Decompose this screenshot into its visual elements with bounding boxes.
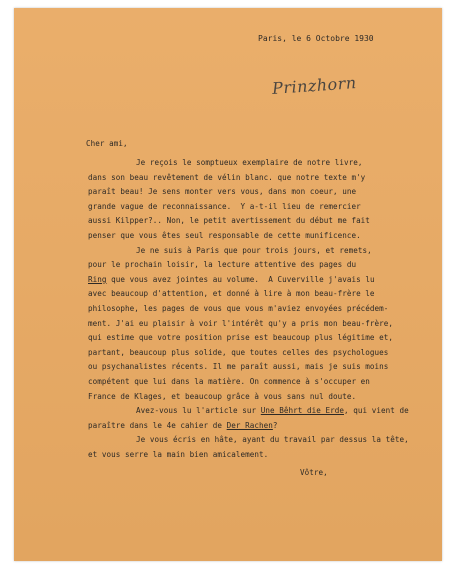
- closing: Vôtre,: [300, 467, 328, 477]
- line-text: ou psychanalistes récents. Il me paraît aussi, mais je suis moins: [88, 362, 389, 372]
- body-line: [136, 158, 362, 167]
- body-line: [88, 377, 370, 386]
- body-line: [88, 450, 268, 459]
- line-text: grande vague de reconnaissance. Y a-t-il lieu de remercier: [88, 201, 361, 211]
- body-line: [88, 289, 375, 298]
- line-text: paraît beau! Je sens monter vers vous, dans mon coeur, une: [88, 187, 357, 197]
- body-line: [88, 202, 361, 211]
- line-text: Je reçois le somptueux exemplaire de notre livre,: [136, 158, 363, 167]
- line-text: dans son beau revêtement de vélin blanc. que notre texte m'y: [88, 172, 366, 182]
- line-text: pour le prochain loisir, la lecture attentive des pages du: [88, 260, 357, 270]
- body-line: [88, 260, 356, 269]
- letter-page: [14, 8, 442, 561]
- line-text: philosophe, les pages de vous que vous m'aviez envoyées précédem-: [88, 304, 389, 313]
- body-line: [88, 304, 388, 313]
- letter-date: Paris, le 6 Octobre 1930: [258, 34, 374, 43]
- body-line: [88, 216, 370, 225]
- body-line: [88, 187, 356, 196]
- line-text: et vous serre la main bien amicalement.: [88, 450, 269, 459]
- line-text: Avez-vous lu l'article sur: [136, 406, 261, 416]
- line-text: ?: [272, 420, 278, 430]
- line-text: paraître dans le 4e cahier de: [88, 420, 227, 430]
- line-text: , qui vient de: [344, 406, 409, 416]
- body-line: [88, 231, 361, 240]
- body-line: [88, 275, 375, 284]
- line-text: qui estime que votre position prise est beaucoup plus légitime et,: [88, 333, 394, 343]
- line-text: ment. J'ai eu plaisir à voir l'intérêt qu'y a pris mon beau-frère,: [88, 318, 394, 328]
- body-line: [136, 435, 409, 444]
- body-line: [136, 246, 372, 255]
- line-text: compétent que lui dans la matière. On commence à s'occuper en: [88, 377, 370, 386]
- line-text: penser que vous êtes seul responsable de cette munificence.: [88, 231, 361, 240]
- body-line: [88, 333, 393, 342]
- body-line: [88, 173, 365, 182]
- salutation: Cher ami,: [86, 139, 128, 148]
- line-text: que vous avez jointes au volume. A Cuverville j'avais lu: [106, 274, 375, 284]
- body-line: [88, 421, 278, 430]
- line-text: Je vous écris en hâte, ayant du travail par dessus la tête,: [136, 435, 409, 445]
- line-text: avec beaucoup d'attention, et donné à lire à mon beau-frère le: [88, 289, 375, 299]
- body-line: [136, 406, 409, 415]
- line-text: partant, beaucoup plus solide, que toutes celles des psychologues: [88, 347, 389, 357]
- line-text: France de Klages, et beaucoup grâce à vous sans nul doute.: [88, 391, 357, 401]
- body-line: [88, 362, 388, 371]
- underlined-title: Der Rachen: [226, 420, 273, 430]
- line-text: Je ne suis à Paris que pour trois jours, et remets,: [136, 245, 372, 255]
- body-line: [88, 319, 393, 328]
- body-line: [88, 392, 356, 401]
- body-line: [88, 348, 388, 357]
- underlined-title: Une Bêhrt die Erde: [260, 406, 344, 416]
- handwritten-annotation: Prinzhorn: [271, 73, 358, 98]
- line-text: aussi Kilpper?.. Non, le petit avertissement du début me fait: [88, 216, 370, 226]
- underlined-title: Ring: [88, 274, 107, 284]
